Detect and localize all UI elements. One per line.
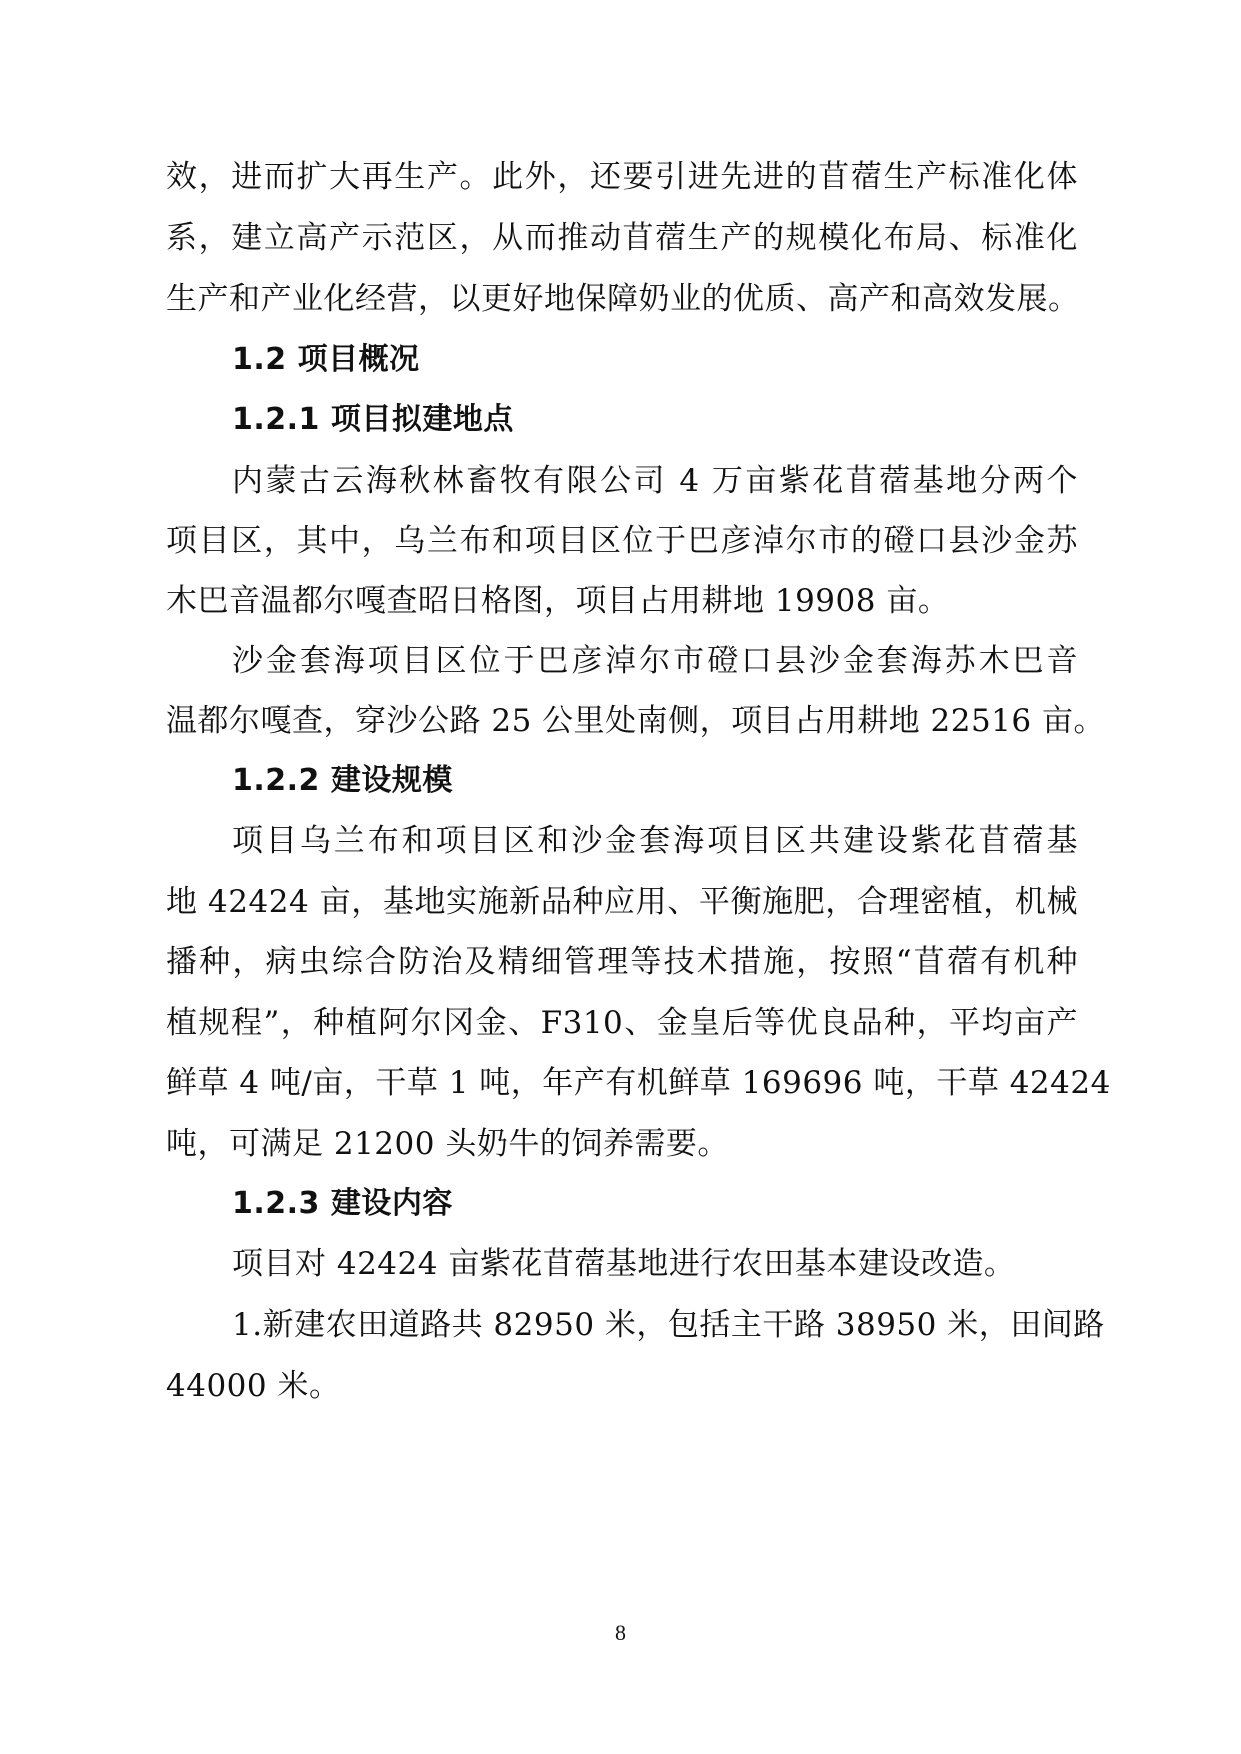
- section-heading-1-2-2: 1.2.2 建设规模: [232, 763, 453, 798]
- paragraph-line: 效，进而扩大再生产。此外，还要引进先进的苜蓿生产标准化体: [166, 159, 1078, 195]
- section-heading-1-2-1: 1.2.1 项目拟建地点: [232, 402, 514, 437]
- paragraph-line: 播种，病虫综合防治及精细管理等技术措施，按照“苜蓿有机种: [166, 944, 1078, 980]
- paragraph-line: 鲜草 4 吨/亩，干草 1 吨，年产有机鲜草 169696 吨，干草 42424: [166, 1065, 1111, 1101]
- page-number: 8: [615, 1620, 626, 1645]
- paragraph-line: 温都尔嘎查，穿沙公路 25 公里处南侧，项目占用耕地 22516 亩。: [166, 703, 1105, 739]
- paragraph-line: 木巴音温都尔嘎查昭日格图，项目占用耕地 19908 亩。: [166, 583, 950, 619]
- paragraph-line: 吨，可满足 21200 头奶牛的饲养需要。: [166, 1126, 729, 1162]
- section-heading-1-2: 1.2 项目概况: [232, 342, 420, 377]
- paragraph-line: 项目对 42424 亩紫花苜蓿基地进行农田基本建设改造。: [232, 1246, 1016, 1282]
- paragraph-line: 内蒙古云海秋林畜牧有限公司 4 万亩紫花苜蓿基地分两个: [232, 463, 1078, 499]
- paragraph-line: 沙金套海项目区位于巴彦淖尔市磴口县沙金套海苏木巴音: [232, 643, 1078, 679]
- paragraph-line: 1.新建农田道路共 82950 米，包括主干路 38950 米，田间路: [232, 1307, 1105, 1343]
- paragraph-line: 项目乌兰布和项目区和沙金套海项目区共建设紫花苜蓿基: [232, 823, 1078, 859]
- paragraph-line: 44000 米。: [166, 1368, 341, 1404]
- paragraph-line: 系，建立高产示范区，从而推动苜蓿生产的规模化布局、标准化: [166, 220, 1078, 256]
- paragraph-line: 生产和产业化经营，以更好地保障奶业的优质、高产和高效发展。: [166, 281, 1080, 317]
- paragraph-line: 植规程”，种植阿尔冈金、F310、金皇后等优良品种，平均亩产: [166, 1005, 1078, 1041]
- paragraph-line: 项目区，其中，乌兰布和项目区位于巴彦淖尔市的磴口县沙金苏: [166, 523, 1078, 559]
- paragraph-line: 地 42424 亩，基地实施新品种应用、平衡施肥，合理密植，机械: [166, 884, 1078, 920]
- section-heading-1-2-3: 1.2.3 建设内容: [232, 1186, 453, 1221]
